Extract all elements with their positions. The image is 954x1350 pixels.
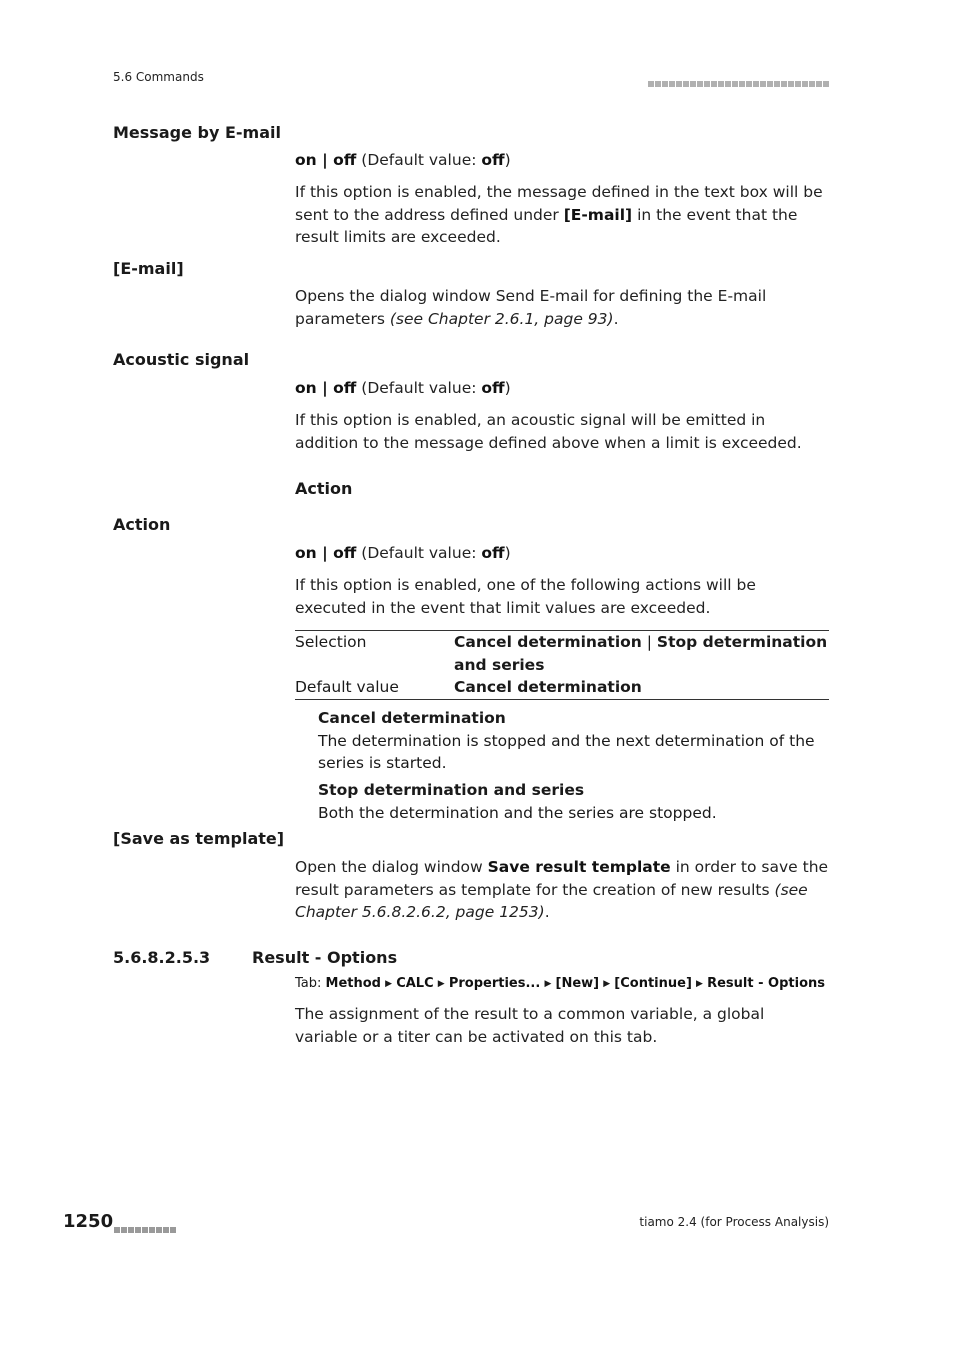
acoustic-signal-description: If this option is enabled, an acoustic signal will be emitted in addition to the message defined above when a limit is exceeded.	[295, 411, 802, 452]
footer-decoration-squares	[114, 1219, 177, 1238]
tab-path-item: [Continue]	[614, 976, 692, 991]
default-prefix: (Default value:	[361, 379, 482, 397]
default-suffix: )	[504, 544, 511, 562]
tab-path-item: [New]	[555, 976, 600, 991]
tab-path	[295, 976, 825, 991]
section-number: 5.6.8.2.5.3	[113, 948, 211, 967]
section-description: The assignment of the result to a common variable, a global variable or a titer can be activated on this tab.	[295, 1005, 765, 1046]
acoustic-signal-default	[295, 377, 829, 400]
desc-bold: Save result template	[487, 858, 671, 876]
message-by-email-description	[295, 181, 829, 249]
message-by-email-default	[295, 149, 829, 172]
save-as-template-description	[295, 856, 829, 924]
option-description: The determination is stopped and the next determination of the series is started.	[318, 731, 815, 772]
default-prefix: (Default value:	[361, 151, 482, 169]
option-cancel-determination	[318, 707, 829, 775]
selection-separator: |	[641, 633, 657, 651]
action-default	[295, 542, 829, 565]
term-save-as-template: [Save as template]	[113, 829, 285, 848]
default-value: off	[481, 379, 505, 397]
chapter-reference-link[interactable]: (see Chapter 5.6.8.2.6.2, page 1253)	[295, 880, 808, 921]
page-number: 1250	[63, 1211, 114, 1232]
table-row-default	[295, 676, 829, 699]
default-value: Cancel determination	[454, 678, 642, 696]
term-acoustic-signal: Acoustic signal	[113, 350, 250, 369]
chapter-reference-link[interactable]: (see Chapter 2.6.1, page 93)	[389, 309, 614, 328]
default-value: off	[481, 151, 505, 169]
header-decoration-squares	[648, 73, 830, 92]
tab-path-item: Result - Options	[707, 976, 825, 991]
email-description	[295, 285, 829, 330]
footer-product: tiamo 2.4 (for Process Analysis)	[639, 1215, 829, 1229]
default-label: Default value	[295, 678, 399, 696]
arrow-right-icon: ▶	[385, 979, 393, 989]
on-off-label: on | off	[295, 544, 357, 562]
on-off-label: on | off	[295, 379, 357, 397]
tab-prefix: Tab:	[295, 976, 326, 991]
selection-option: Stop determination and series	[454, 633, 828, 674]
desc-text: Opens the dialog window Send E-mail for defining the E-mail parameters	[295, 287, 767, 328]
term-message-by-email: Message by E-mail	[113, 123, 281, 142]
running-header-section: 5.6 Commands	[113, 70, 204, 84]
default-suffix: )	[504, 379, 511, 397]
action-description: If this option is enabled, one of the following actions will be executed in the event that limit values are exceeded.	[295, 576, 756, 617]
default-value: off	[481, 544, 505, 562]
desc-text: in order to save the result parameters as template for the creation of new results	[295, 858, 829, 899]
default-prefix: (Default value:	[361, 544, 482, 562]
arrow-right-icon: ▶	[696, 979, 703, 989]
on-off-label: on | off	[295, 151, 357, 169]
action-parameter-table	[295, 630, 829, 700]
desc-end: .	[613, 309, 619, 328]
tab-path-item: Properties...	[448, 976, 541, 991]
selection-values	[454, 631, 829, 676]
action-subheading: Action	[295, 479, 353, 498]
desc-text: Open the dialog window	[295, 858, 488, 876]
term-email: [E-mail]	[113, 259, 184, 278]
desc-bold: [E-mail]	[563, 205, 633, 224]
selection-label: Selection	[295, 633, 367, 651]
tab-path-item: CALC	[396, 976, 434, 991]
desc-text: If this option is enabled, the message defined in the text box will be sent to the address defined under	[295, 183, 823, 224]
table-row-selection	[295, 631, 829, 676]
term-action: Action	[113, 515, 171, 534]
option-stop-determination-and-series	[318, 779, 829, 824]
desc-end: .	[544, 903, 550, 921]
option-description: Both the determination and the series are stopped.	[318, 803, 717, 822]
option-title: Cancel determination	[318, 709, 506, 727]
selection-option: Cancel determination	[454, 633, 642, 651]
arrow-right-icon: ▶	[437, 979, 445, 989]
section-title: Result - Options	[252, 948, 398, 967]
arrow-right-icon: ▶	[544, 979, 552, 989]
arrow-right-icon: ▶	[603, 979, 611, 989]
desc-text: in the event that the result limits are exceeded.	[295, 205, 798, 246]
option-title: Stop determination and series	[318, 781, 585, 799]
tab-path-item: Method	[325, 976, 381, 991]
default-suffix: )	[504, 151, 511, 169]
